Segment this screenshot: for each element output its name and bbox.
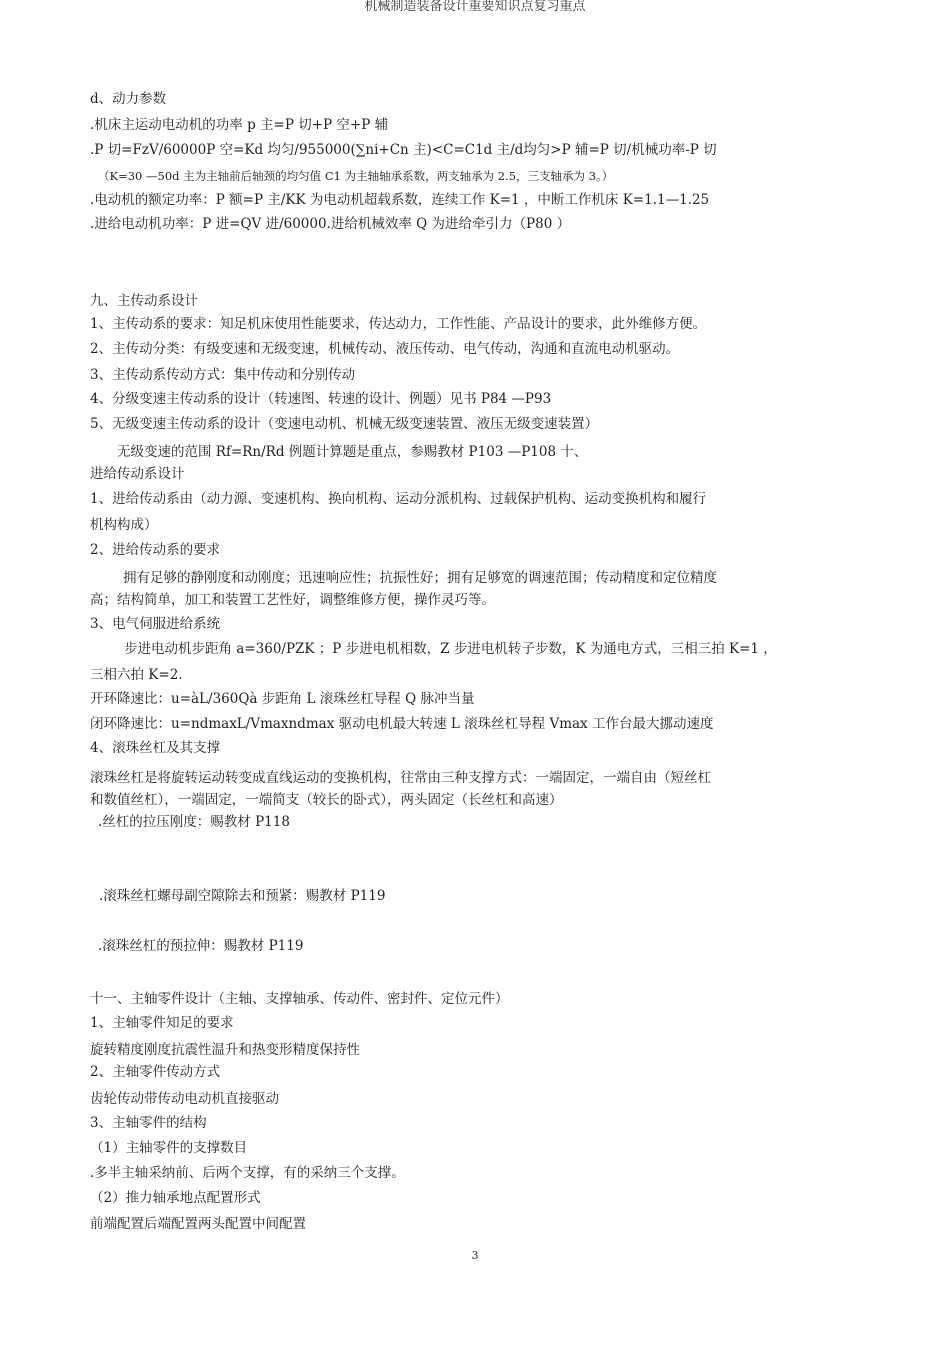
text-line: 前端配置后端配置两头配置中间配置 bbox=[90, 1216, 306, 1232]
text-line: 2、进给传动系的要求 bbox=[90, 542, 221, 558]
text-line: .进给电动机功率：P 进=QV 进/60000.进给机械效率 Q 为进给牵引力（P80 ） bbox=[90, 216, 571, 232]
text-line: 4、滚珠丝杠及其支撑 bbox=[90, 740, 221, 756]
text-line: 闭环降速比：u=ndmaxL/Vmaxndmax 驱动电机最大转速 L 滚珠丝杠导程 Vmax 工作台最大挪动速度 bbox=[90, 716, 714, 732]
text-line: .滚珠丝杠螺母副空隙除去和预紧：赐教材 P119 bbox=[99, 888, 386, 904]
text-line: 滚珠丝杠是将旋转运动转变成直线运动的变换机构，往常由三种支撑方式：一端固定，一端自由（短丝杠 bbox=[90, 770, 711, 786]
text-line: 拥有足够的静刚度和动刚度；迅速响应性；抗振性好；拥有足够宽的调速范围；传动精度和定位精度 bbox=[123, 570, 717, 586]
text-line: 5、无级变速主传动系的设计（变速电动机、机械无级变速装置、液压无级变速装置） bbox=[90, 416, 599, 432]
section-heading-spindle: 十一、主轴零件设计（主轴、支撑轴承、传动件、密封件、定位元件） bbox=[90, 991, 509, 1007]
text-line: 1、主轴零件知足的要求 bbox=[90, 1015, 234, 1031]
section-heading-main-drive: 九、主传动系设计 bbox=[90, 293, 198, 309]
text-line: .机床主运动电动机的功率 p 主=P 切+P 空+P 辅 bbox=[90, 117, 389, 133]
text-line: 齿轮传动带传动电动机直接驱动 bbox=[90, 1091, 279, 1107]
text-line-note: （K=30 —50d 主为主轴前后轴颈的均匀值 C1 为主轴轴承系数，两支轴承为 2.5，三支轴承为 3。） bbox=[98, 169, 614, 183]
text-line: 4、分级变速主传动系的设计（转速图、转速的设计、例题）见书 P84 —P93 bbox=[90, 391, 552, 407]
text-line: 1、主传动系的要求：知足机床使用性能要求，传达动力，工作性能、产品设计的要求，此外维修方便。 bbox=[90, 316, 707, 332]
section-heading-feed-drive: 进给传动系设计 bbox=[90, 466, 185, 482]
text-line: 3、电气伺服进给系统 bbox=[90, 616, 221, 632]
text-line: .电动机的额定功率：P 额=P 主/KK 为电动机超载系数，连续工作 K=1 ，中断工作机床 K=1.1—1.25 bbox=[90, 192, 710, 208]
text-line: .多半主轴采纳前、后两个支撑，有的采纳三个支撑。 bbox=[90, 1165, 405, 1181]
text-line: .丝杠的拉压刚度：赐教材 P118 bbox=[98, 814, 290, 830]
text-line: 3、主轴零件的结构 bbox=[90, 1115, 207, 1131]
text-line: 1、进给传动系由（动力源、变速机构、换向机构、运动分派机构、过载保护机构、运动变换机构和履行 bbox=[90, 491, 707, 507]
text-line: 旋转精度刚度抗震性温升和热变形精度保持性 bbox=[90, 1042, 360, 1058]
text-line: 2、主传动分类：有级变速和无级变速，机械传动、液压传动、电气传动，沟通和直流电动机驱动。 bbox=[90, 341, 680, 357]
text-line: 无级变速的范围 Rf=Rn/Rd 例题计算题是重点，参赐教材 P103 —P108 十、 bbox=[117, 444, 588, 460]
text-line: 和数值丝杠），一端固定，一端简支（较长的卧式），两头固定（长丝杠和高速） bbox=[90, 792, 563, 808]
text-line: 开环降速比：u=àL/360Qà 步距角 L 滚珠丝杠导程 Q 脉冲当量 bbox=[90, 691, 475, 707]
text-line: .P 切=FzV/60000P 空=Kd 均匀/955000(∑ni+Cn 主)<C=C1d 主/d均匀>P 辅=P 切/机械功率-P 切 bbox=[90, 142, 717, 158]
text-line: 机构构成） bbox=[90, 517, 158, 533]
text-line: 2、主轴零件传动方式 bbox=[90, 1064, 221, 1080]
text-line: 3、主传动系传动方式：集中传动和分别传动 bbox=[90, 367, 356, 383]
page-number: 3 bbox=[471, 1249, 479, 1262]
text-line: 步进电动机步距角 a=360/PZK ；P 步进电机相数，Z 步进电机转子步数，K 为通电方式，三相三拍 K=1 ， bbox=[124, 641, 777, 657]
text-line: 三相六拍 K=2. bbox=[90, 667, 183, 683]
page-header-title: 机械制造装备设计重要知识点复习重点 bbox=[364, 0, 586, 14]
text-line: 高；结构简单，加工和装置工艺性好，调整维修方便，操作灵巧等。 bbox=[90, 592, 495, 608]
text-line: （1）主轴零件的支撑数目 bbox=[90, 1140, 248, 1156]
text-line: .滚珠丝杠的预拉伸：赐教材 P119 bbox=[98, 938, 304, 954]
section-heading-power-params: d、动力参数 bbox=[90, 91, 167, 107]
text-line: （2）推力轴承地点配置形式 bbox=[90, 1190, 261, 1206]
